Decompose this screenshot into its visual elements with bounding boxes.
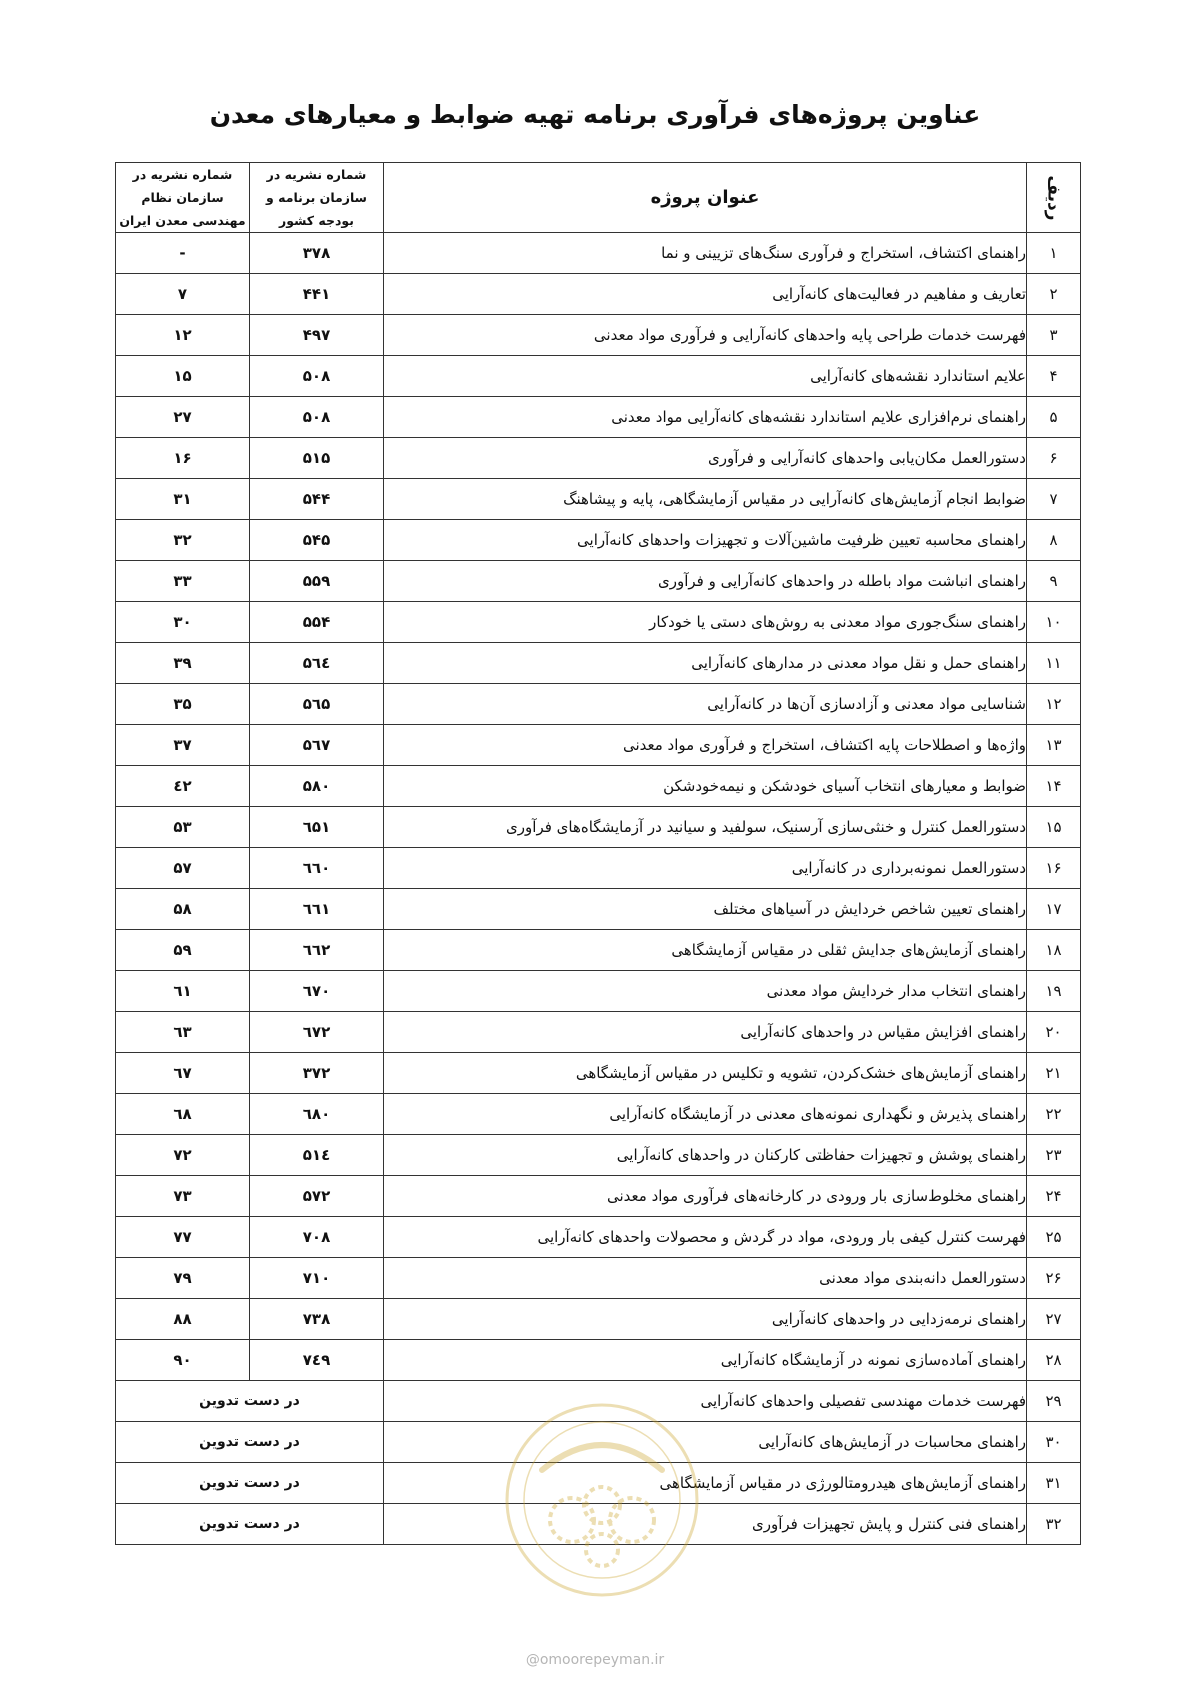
table-row: [116, 930, 1081, 971]
row-number: ۲۸: [1027, 1340, 1081, 1381]
row-number: ۶: [1027, 438, 1081, 479]
project-title: راهنمای پذیرش و نگهداری نمونه‌های معدنی در آزمایشگاه کانه‌آرایی: [384, 1094, 1027, 1135]
page-title: عناوین پروژه‌های فرآوری برنامه تهیه ضوابط و معیارهای معدن: [209, 100, 981, 129]
mining-org-number: ۱۶: [116, 438, 250, 479]
row-number: ۱۷: [1027, 889, 1081, 930]
row-number: ۳: [1027, 315, 1081, 356]
row-number: ۱۹: [1027, 971, 1081, 1012]
row-number: ۴: [1027, 356, 1081, 397]
project-title: دستورالعمل دانه‌بندی مواد معدنی: [384, 1258, 1027, 1299]
row-number: ۹: [1027, 561, 1081, 602]
budget-org-number: ۵۵۹: [250, 561, 384, 602]
row-number: ۲۶: [1027, 1258, 1081, 1299]
table-row: [116, 889, 1081, 930]
project-title: راهنمای افزایش مقیاس در واحدهای کانه‌آرایی: [384, 1012, 1027, 1053]
mining-org-number: ۲۷: [116, 397, 250, 438]
row-number: ۱: [1027, 233, 1081, 274]
budget-org-number: ۵۸۰: [250, 766, 384, 807]
project-title: راهنمای نرمه‌زدایی در واحدهای کانه‌آرایی: [384, 1299, 1027, 1340]
table-row: [116, 807, 1081, 848]
mining-org-number: ٦۱: [116, 971, 250, 1012]
table-row: [116, 1258, 1081, 1299]
header-project-title: عنوان پروژه: [384, 163, 1027, 233]
project-title: راهنمای محاسبه تعیین ظرفیت ماشین‌آلات و تجهیزات واحدهای کانه‌آرایی: [384, 520, 1027, 561]
project-title: راهنمای آزمایش‌های خشک‌کردن، تشویه و تکلیس در مقیاس آزمایشگاهی: [384, 1053, 1027, 1094]
row-number: ۱۵: [1027, 807, 1081, 848]
seal-watermark: [502, 1400, 702, 1600]
budget-org-number: ٦۵۱: [250, 807, 384, 848]
project-title: ضوابط انجام آزمایش‌های کانه‌آرایی در مقیاس آزمایشگاهی، پایه و پیشاهنگ: [384, 479, 1027, 520]
budget-org-number: ٦٦۰: [250, 848, 384, 889]
project-title: راهنمای آزمایش‌های جدایش ثقلی در مقیاس آزمایشگاهی: [384, 930, 1027, 971]
header-mining-org-number: شماره نشریه در سازمان نظام مهندسی معدن ایران: [116, 163, 250, 233]
project-title: فهرست خدمات مهندسی تفصیلی واحدهای کانه‌آرایی: [384, 1381, 1027, 1422]
budget-org-number: ۵۵۴: [250, 602, 384, 643]
project-title: فهرست کنترل کیفی بار ورودی، مواد در گردش و محصولات واحدهای کانه‌آرایی: [384, 1217, 1027, 1258]
watermark-url: @omoorepeyman.ir: [525, 1652, 665, 1668]
project-title: راهنمای انتخاب مدار خردایش مواد معدنی: [384, 971, 1027, 1012]
table-row: [116, 1176, 1081, 1217]
project-title: تعاریف و مفاهیم در فعالیت‌های کانه‌آرایی: [384, 274, 1027, 315]
table-row: [116, 274, 1081, 315]
mining-org-number: -: [116, 233, 250, 274]
table-header-row: [116, 163, 1081, 233]
header-row-number: ردیف: [1027, 163, 1081, 233]
mining-org-number: ۵۳: [116, 807, 250, 848]
project-title: راهنمای فنی کنترل و پایش تجهیزات فرآوری: [384, 1504, 1027, 1545]
mining-org-number: ۳۳: [116, 561, 250, 602]
row-number: ۲۲: [1027, 1094, 1081, 1135]
table-row: [116, 1135, 1081, 1176]
budget-org-number: ۵۷۲: [250, 1176, 384, 1217]
table-row: [116, 1012, 1081, 1053]
table-row: [116, 1217, 1081, 1258]
table-row: [116, 479, 1081, 520]
project-title: راهنمای نرم‌افزاری علایم استاندارد نقشه‌های کانه‌آرایی مواد معدنی: [384, 397, 1027, 438]
mining-org-number: ۱۵: [116, 356, 250, 397]
row-number: ۲۱: [1027, 1053, 1081, 1094]
project-title: راهنمای انباشت مواد باطله در واحدهای کانه‌آرایی و فرآوری: [384, 561, 1027, 602]
row-number: ۷: [1027, 479, 1081, 520]
row-number: ۳۰: [1027, 1422, 1081, 1463]
project-title: راهنمای اکتشاف، استخراج و فرآوری سنگ‌های تزیینی و نما: [384, 233, 1027, 274]
mining-org-number: ٦۸: [116, 1094, 250, 1135]
row-number: ۲: [1027, 274, 1081, 315]
budget-org-number: ۳۷۸: [250, 233, 384, 274]
project-title: شناسایی مواد معدنی و آزادسازی آن‌ها در کانه‌آرایی: [384, 684, 1027, 725]
budget-org-number: ۷۱۰: [250, 1258, 384, 1299]
budget-org-number: ۵۰۸: [250, 397, 384, 438]
mining-org-number: ٦۷: [116, 1053, 250, 1094]
project-title: واژه‌ها و اصطلاحات پایه اکتشاف، استخراج و فرآوری مواد معدنی: [384, 725, 1027, 766]
mining-org-number: ٦۳: [116, 1012, 250, 1053]
mining-org-number: ۳۹: [116, 643, 250, 684]
budget-org-number: ۵٦۵: [250, 684, 384, 725]
table-row: [116, 766, 1081, 807]
budget-org-number: ۷٤۹: [250, 1340, 384, 1381]
row-number: ۵: [1027, 397, 1081, 438]
mining-org-number: ۹۰: [116, 1340, 250, 1381]
row-number: ۲۵: [1027, 1217, 1081, 1258]
project-title: راهنمای سنگ‌جوری مواد معدنی به روش‌های دستی یا خودکار: [384, 602, 1027, 643]
budget-org-number: ٦۷۰: [250, 971, 384, 1012]
mining-org-number: ۳۱: [116, 479, 250, 520]
project-title: ضوابط و معیارهای انتخاب آسیای خودشکن و نیمه‌خودشکن: [384, 766, 1027, 807]
budget-org-number: ٦۷۲: [250, 1012, 384, 1053]
budget-org-number: ۵۰۸: [250, 356, 384, 397]
budget-org-number: ۵۴۴: [250, 479, 384, 520]
project-title: فهرست خدمات طراحی پایه واحدهای کانه‌آرایی و فرآوری مواد معدنی: [384, 315, 1027, 356]
budget-org-number: ۴۴۱: [250, 274, 384, 315]
table-row: [116, 1299, 1081, 1340]
mining-org-number: ٤۲: [116, 766, 250, 807]
row-number: ۳۱: [1027, 1463, 1081, 1504]
table-row: [116, 1340, 1081, 1381]
mining-org-number: ۳۷: [116, 725, 250, 766]
table-row: [116, 561, 1081, 602]
project-title: راهنمای محاسبات در آزمایش‌های کانه‌آرایی: [384, 1422, 1027, 1463]
mining-org-number: ۵۹: [116, 930, 250, 971]
status-in-progress: در دست تدوین: [116, 1504, 384, 1545]
mining-org-number: ۷: [116, 274, 250, 315]
row-number: ۱۳: [1027, 725, 1081, 766]
mining-org-number: ۳۲: [116, 520, 250, 561]
mining-org-number: ۳۰: [116, 602, 250, 643]
mining-org-number: ۵۸: [116, 889, 250, 930]
mining-org-number: ۱۲: [116, 315, 250, 356]
project-title: راهنمای تعیین شاخص خردایش در آسیاهای مختلف: [384, 889, 1027, 930]
budget-org-number: ۴۹۷: [250, 315, 384, 356]
table-row: [116, 725, 1081, 766]
row-number: ۲۴: [1027, 1176, 1081, 1217]
project-title: علایم استاندارد نقشه‌های کانه‌آرایی: [384, 356, 1027, 397]
project-title: دستورالعمل نمونه‌برداری در کانه‌آرایی: [384, 848, 1027, 889]
table-row: [116, 233, 1081, 274]
row-number: ۲۰: [1027, 1012, 1081, 1053]
budget-org-number: ۷۰۸: [250, 1217, 384, 1258]
mining-org-number: ۷۹: [116, 1258, 250, 1299]
mining-org-number: ۸۸: [116, 1299, 250, 1340]
row-number: ۱۴: [1027, 766, 1081, 807]
projects-table: [115, 162, 1081, 1545]
project-title: راهنمای آماده‌سازی نمونه در آزمایشگاه کانه‌آرایی: [384, 1340, 1027, 1381]
row-number: ۲۷: [1027, 1299, 1081, 1340]
row-number: ۲۹: [1027, 1381, 1081, 1422]
budget-org-number: ٦٦۲: [250, 930, 384, 971]
project-title: دستورالعمل مکان‌یابی واحدهای کانه‌آرایی و فرآوری: [384, 438, 1027, 479]
status-in-progress: در دست تدوین: [116, 1463, 384, 1504]
budget-org-number: ٦۸۰: [250, 1094, 384, 1135]
mining-org-number: ۷۳: [116, 1176, 250, 1217]
project-title: راهنمای حمل و نقل مواد معدنی در مدارهای کانه‌آرایی: [384, 643, 1027, 684]
budget-org-number: ۵۱۵: [250, 438, 384, 479]
header-budget-org-number: شماره نشریه در سازمان برنامه و بودجه کشور: [250, 163, 384, 233]
status-in-progress: در دست تدوین: [116, 1381, 384, 1422]
row-number: ۱۶: [1027, 848, 1081, 889]
table-row: [116, 643, 1081, 684]
budget-org-number: ۵٦٤: [250, 643, 384, 684]
project-title: دستورالعمل کنترل و خنثی‌سازی آرسنیک، سولفید و سیانید در آزمایشگاه‌های فرآوری: [384, 807, 1027, 848]
row-number: ۱۰: [1027, 602, 1081, 643]
row-number: ۱۸: [1027, 930, 1081, 971]
row-number: ۱۱: [1027, 643, 1081, 684]
row-number: ۳۲: [1027, 1504, 1081, 1545]
mining-org-number: ۷۷: [116, 1217, 250, 1258]
budget-org-number: ٦٦۱: [250, 889, 384, 930]
budget-org-number: ۳۷۲: [250, 1053, 384, 1094]
budget-org-number: ۵۱٤: [250, 1135, 384, 1176]
row-number: ۱۲: [1027, 684, 1081, 725]
mining-org-number: ۵۷: [116, 848, 250, 889]
budget-org-number: ۷۳۸: [250, 1299, 384, 1340]
table-row: [116, 356, 1081, 397]
table-row: [116, 315, 1081, 356]
project-title: راهنمای پوشش و تجهیزات حفاظتی کارکنان در واحدهای کانه‌آرایی: [384, 1135, 1027, 1176]
mining-org-number: ۷۲: [116, 1135, 250, 1176]
table-row: [116, 971, 1081, 1012]
row-number: ۸: [1027, 520, 1081, 561]
budget-org-number: ۵۴۵: [250, 520, 384, 561]
table-row: [116, 848, 1081, 889]
table-row: [116, 1094, 1081, 1135]
table-row: [116, 438, 1081, 479]
table-row: [116, 520, 1081, 561]
mining-org-number: ۳۵: [116, 684, 250, 725]
project-title: راهنمای مخلوط‌سازی بار ورودی در کارخانه‌های فرآوری مواد معدنی: [384, 1176, 1027, 1217]
table-row: [116, 397, 1081, 438]
row-number: ۲۳: [1027, 1135, 1081, 1176]
project-title: راهنمای آزمایش‌های هیدرومتالورژی در مقیاس آزمایشگاهی: [384, 1463, 1027, 1504]
status-in-progress: در دست تدوین: [116, 1422, 384, 1463]
table-row: [116, 602, 1081, 643]
table-row: [116, 1053, 1081, 1094]
table-row: [116, 684, 1081, 725]
budget-org-number: ۵٦۷: [250, 725, 384, 766]
